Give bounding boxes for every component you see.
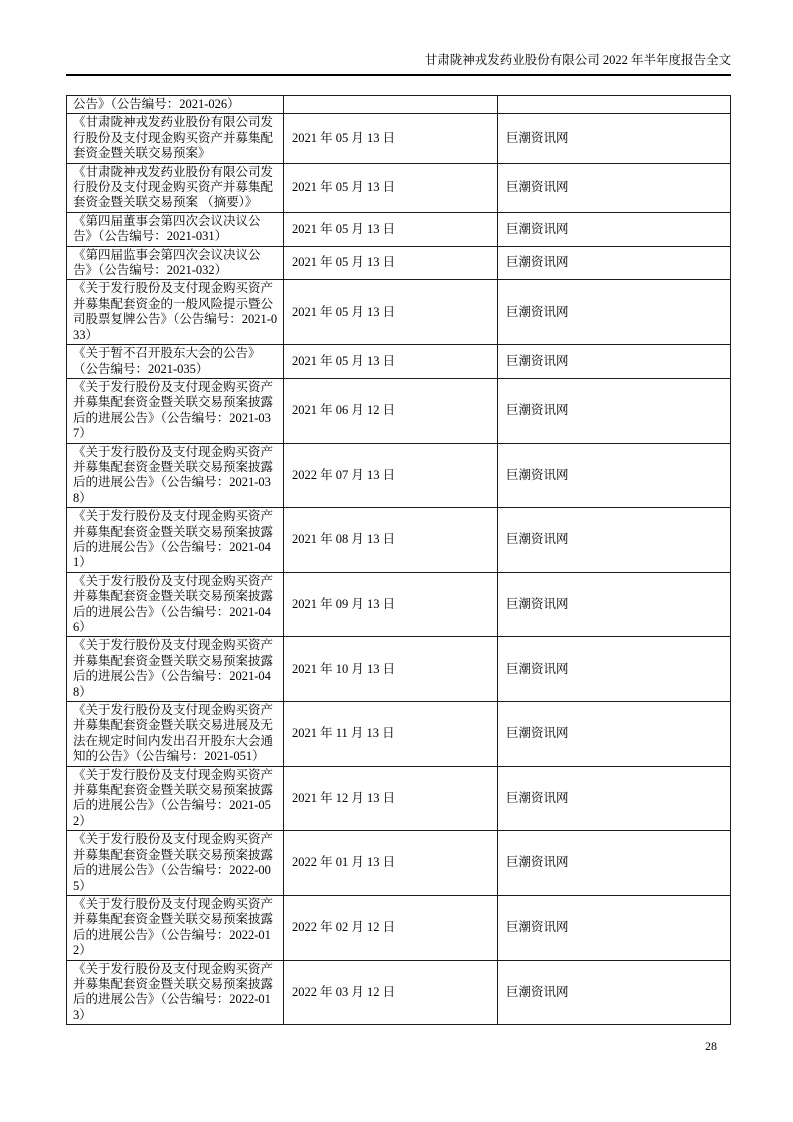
table-row xyxy=(67,212,731,246)
announcement-title-cell: 《关于发行股份及支付现金购买资产并募集配套资金暨关联交易预案披露后的进展公告》（公告编号：2022-012） xyxy=(67,895,284,960)
disclosure-website-cell: 巨潮资讯网 xyxy=(498,508,731,573)
announcements-table xyxy=(66,95,731,1025)
announcement-title-cell: 《甘肃陇神戎发药业股份有限公司发行股份及支付现金购买资产并募集配套资金暨关联交易预案 （摘要）》 xyxy=(67,163,284,212)
disclosure-website-cell: 巨潮资讯网 xyxy=(498,702,731,767)
table-row xyxy=(67,246,731,280)
disclosure-date-cell: 2021 年 08 月 13 日 xyxy=(284,508,498,573)
table-row xyxy=(67,114,731,163)
disclosure-date-cell: 2021 年 05 月 13 日 xyxy=(284,246,498,280)
table-row xyxy=(67,960,731,1025)
announcement-title-cell: 《关于发行股份及支付现金购买资产并募集配套资金暨关联交易预案披露后的进展公告》（公告编号：2021-037） xyxy=(67,378,284,443)
table-row xyxy=(67,443,731,508)
announcement-title-cell: 《关于发行股份及支付现金购买资产并募集配套资金暨关联交易预案披露后的进展公告》（公告编号：2022-013） xyxy=(67,960,284,1025)
disclosure-website-cell xyxy=(498,96,731,114)
announcement-title-cell: 《关于发行股份及支付现金购买资产并募集配套资金的一般风险提示暨公司股票复牌公告》（公告编号：2021-033） xyxy=(67,280,284,345)
table-row xyxy=(67,280,731,345)
disclosure-website-cell: 巨潮资讯网 xyxy=(498,766,731,831)
table-row xyxy=(67,378,731,443)
disclosure-website-cell: 巨潮资讯网 xyxy=(498,246,731,280)
disclosure-date-cell: 2022 年 03 月 12 日 xyxy=(284,960,498,1025)
disclosure-website-cell: 巨潮资讯网 xyxy=(498,345,731,379)
disclosure-website-cell: 巨潮资讯网 xyxy=(498,443,731,508)
disclosure-website-cell: 巨潮资讯网 xyxy=(498,637,731,702)
table-row xyxy=(67,831,731,896)
disclosure-date-cell: 2021 年 10 月 13 日 xyxy=(284,637,498,702)
announcement-title-cell: 《关于发行股份及支付现金购买资产并募集配套资金暨关联交易预案披露后的进展公告》（公告编号：2022-005） xyxy=(67,831,284,896)
disclosure-website-cell: 巨潮资讯网 xyxy=(498,378,731,443)
table-row xyxy=(67,637,731,702)
table-row xyxy=(67,508,731,573)
table-row xyxy=(67,895,731,960)
table-row xyxy=(67,96,731,114)
disclosure-website-cell: 巨潮资讯网 xyxy=(498,895,731,960)
announcement-title-cell: 《甘肃陇神戎发药业股份有限公司发行股份及支付现金购买资产并募集配套资金暨关联交易预案》 xyxy=(67,114,284,163)
announcement-title-cell: 公告》（公告编号：2021-026） xyxy=(67,96,284,114)
table-row xyxy=(67,163,731,212)
announcement-title-cell: 《关于发行股份及支付现金购买资产并募集配套资金暨关联交易预案披露后的进展公告》（公告编号：2021-046） xyxy=(67,572,284,637)
disclosure-date-cell: 2021 年 06 月 12 日 xyxy=(284,378,498,443)
disclosure-date-cell: 2022 年 02 月 12 日 xyxy=(284,895,498,960)
disclosure-website-cell: 巨潮资讯网 xyxy=(498,831,731,896)
announcement-title-cell: 《第四届监事会第四次会议决议公告》（公告编号：2021-032） xyxy=(67,246,284,280)
announcement-title-cell: 《关于发行股份及支付现金购买资产并募集配套资金暨关联交易预案披露后的进展公告》（公告编号：2021-048） xyxy=(67,637,284,702)
announcement-title-cell: 《关于发行股份及支付现金购买资产并募集配套资金暨关联交易进展及无法在规定时间内发出召开股东大会通知的公告》（公告编号：2021-051） xyxy=(67,702,284,767)
announcement-title-cell: 《第四届董事会第四次会议决议公告》（公告编号：2021-031） xyxy=(67,212,284,246)
page-number: 28 xyxy=(705,1039,717,1053)
table-row xyxy=(67,345,731,379)
disclosure-website-cell: 巨潮资讯网 xyxy=(498,114,731,163)
disclosure-date-cell: 2021 年 05 月 13 日 xyxy=(284,280,498,345)
disclosure-date-cell: 2021 年 05 月 13 日 xyxy=(284,114,498,163)
disclosure-date-cell xyxy=(284,96,498,114)
announcement-title-cell: 《关于暂不召开股东大会的公告》（公告编号：2021-035） xyxy=(67,345,284,379)
disclosure-date-cell: 2022 年 07 月 13 日 xyxy=(284,443,498,508)
announcement-title-cell: 《关于发行股份及支付现金购买资产并募集配套资金暨关联交易预案披露后的进展公告》（公告编号：2021-052） xyxy=(67,766,284,831)
disclosure-website-cell: 巨潮资讯网 xyxy=(498,280,731,345)
announcement-title-cell: 《关于发行股份及支付现金购买资产并募集配套资金暨关联交易预案披露后的进展公告》（公告编号：2021-038） xyxy=(67,443,284,508)
disclosure-website-cell: 巨潮资讯网 xyxy=(498,960,731,1025)
disclosure-date-cell: 2021 年 05 月 13 日 xyxy=(284,212,498,246)
table-row xyxy=(67,702,731,767)
announcements-table-body xyxy=(67,96,731,1025)
table-row xyxy=(67,572,731,637)
table-row xyxy=(67,766,731,831)
announcement-title-cell: 《关于发行股份及支付现金购买资产并募集配套资金暨关联交易预案披露后的进展公告》（公告编号：2021-041） xyxy=(67,508,284,573)
disclosure-date-cell: 2021 年 05 月 13 日 xyxy=(284,163,498,212)
disclosure-website-cell: 巨潮资讯网 xyxy=(498,212,731,246)
disclosure-date-cell: 2021 年 12 月 13 日 xyxy=(284,766,498,831)
disclosure-date-cell: 2021 年 05 月 13 日 xyxy=(284,345,498,379)
disclosure-website-cell: 巨潮资讯网 xyxy=(498,163,731,212)
disclosure-website-cell: 巨潮资讯网 xyxy=(498,572,731,637)
report-header-title: 甘肃陇神戎发药业股份有限公司 2022 年半年度报告全文 xyxy=(424,53,731,67)
header-rule xyxy=(66,74,731,76)
disclosure-date-cell: 2022 年 01 月 13 日 xyxy=(284,831,498,896)
disclosure-date-cell: 2021 年 09 月 13 日 xyxy=(284,572,498,637)
disclosure-date-cell: 2021 年 11 月 13 日 xyxy=(284,702,498,767)
